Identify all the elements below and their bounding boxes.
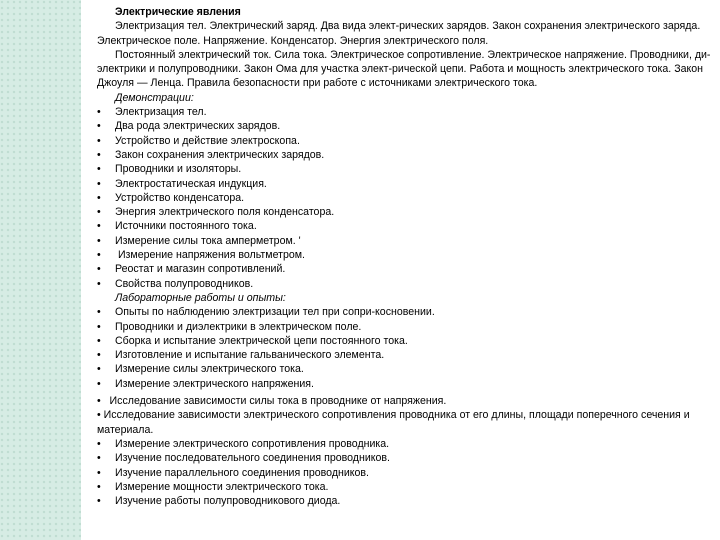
- bullet-icon: •: [97, 437, 101, 450]
- bullet-icon: •: [97, 163, 101, 176]
- list-item: • Исследование зависимости силы тока в проводнике от напряжения.: [97, 395, 447, 408]
- bullet-icon: •: [97, 452, 101, 465]
- labs-extra-list: [97, 394, 719, 508]
- bullet-icon: •: [97, 220, 101, 233]
- paragraph-electrostatics: Электризация тел. Электрический заряд. Два вида элект-рических зарядов. Закон сохранения электрического заряда. Электрическое поле. Напряжение. Конденсатор. Энергия электрического поля.: [97, 20, 701, 47]
- list-item: • Измерение силы тока амперметром. ': [97, 234, 301, 247]
- bullet-icon: •: [97, 495, 101, 508]
- decorative-left-strip: [0, 0, 81, 540]
- bullet-icon: •: [97, 120, 101, 133]
- bullet-icon: •: [97, 349, 101, 362]
- list-item: • Устройство и действие электроскопа.: [97, 134, 300, 147]
- bullet-icon: •: [97, 148, 101, 161]
- list-item: • Проводники и диэлектрики в электрическом поле.: [97, 320, 362, 333]
- bullet-icon: •: [97, 306, 101, 319]
- document-body: [97, 5, 719, 508]
- list-item: • Измерение напряжения вольтметром.: [97, 249, 305, 262]
- list-item: • Два рода электрических зарядов.: [97, 120, 281, 133]
- list-item: • Изучение работы полупроводникового диода.: [97, 495, 341, 508]
- bullet-icon: •: [97, 106, 101, 119]
- labs-heading: Лабораторные работы и опыты:: [115, 291, 286, 304]
- list-item: • Изготовление и испытание гальванического элемента.: [97, 349, 385, 362]
- bullet-icon: •: [97, 480, 101, 493]
- bullet-icon: •: [97, 363, 101, 376]
- bullet-icon: •: [97, 377, 101, 390]
- list-item: • Свойства полупроводников.: [97, 277, 254, 290]
- list-item: • Исследование зависимости электрического сопротивления проводника от его длины, площади поперечного сечения и материала.: [97, 409, 690, 436]
- list-item: • Электростатическая индукция.: [97, 177, 267, 190]
- list-item: • Измерение электрического сопротивления проводника.: [97, 437, 390, 450]
- bullet-icon: •: [97, 134, 101, 147]
- bullet-icon: •: [97, 409, 101, 422]
- bullet-icon: •: [97, 320, 101, 333]
- bullet-icon: •: [97, 263, 101, 276]
- list-item: • Реостат и магазин сопротивлений.: [97, 263, 286, 276]
- labs-list: [97, 305, 719, 391]
- bullet-icon: •: [97, 334, 101, 347]
- section-title: Электрические явления: [115, 6, 241, 18]
- bullet-icon: •: [97, 191, 101, 204]
- list-item: • Измерение мощности электрического тока.: [97, 480, 329, 493]
- list-item: • Измерение электрического напряжения.: [97, 377, 314, 390]
- bullet-icon: •: [97, 177, 101, 190]
- list-item: • Изучение последовательного соединения проводников.: [97, 452, 390, 465]
- bullet-icon: •: [97, 206, 101, 219]
- bullet-icon: •: [97, 466, 101, 479]
- list-item: • Энергия электрического поля конденсатора.: [97, 206, 335, 219]
- bullet-icon: •: [97, 277, 101, 290]
- list-item: • Изучение параллельного соединения проводников.: [97, 466, 369, 479]
- demonstrations-list: [97, 105, 719, 291]
- list-item: • Измерение силы электрического тока.: [97, 363, 304, 376]
- list-item: • Проводники и изоляторы.: [97, 163, 242, 176]
- list-item: • Закон сохранения электрических зарядов.: [97, 148, 325, 161]
- paragraph-current: Постоянный электрический ток. Сила тока. Электрическое сопротивление. Электрическое напряжение. Проводники, ди-электрики и полупроводники. Закон Ома для участка элект-рической цепи. Работа и мощность электрического тока. Закон Джоуля — Ленца. Правила безопасности при работе с источниками электрического тока.: [97, 48, 711, 90]
- bullet-icon: •: [97, 249, 101, 262]
- bullet-icon: •: [97, 234, 101, 247]
- list-item: • Опыты по наблюдению электризации тел при сопри-косновении.: [97, 306, 435, 319]
- bullet-icon: •: [97, 395, 101, 408]
- list-item: • Сборка и испытание электрической цепи постоянного тока.: [97, 334, 408, 347]
- list-item: • Электризация тел.: [97, 106, 207, 119]
- list-item: • Устройство конденсатора.: [97, 191, 245, 204]
- list-item: • Источники постоянного тока.: [97, 220, 257, 233]
- demonstrations-heading: Демонстрации:: [115, 91, 194, 104]
